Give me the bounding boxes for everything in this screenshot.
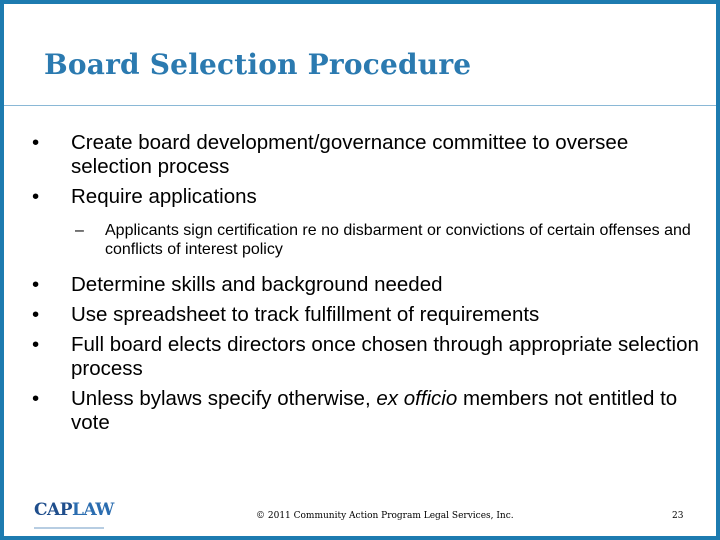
logo-underline: [34, 526, 104, 531]
bullet-text-part: Unless bylaws specify otherwise,: [71, 387, 377, 410]
title-divider: [4, 105, 716, 106]
bullet-dot-icon: •: [32, 273, 40, 296]
bullet-text: Use spreadsheet to track fulfillment of requirements: [71, 303, 540, 326]
logo-text-cap: CAP: [34, 500, 73, 520]
bullet-item: [30, 273, 700, 297]
bullet-dot-icon: •: [32, 131, 40, 154]
bullet-item: [30, 387, 700, 435]
sub-bullet-dash-icon: –: [75, 222, 84, 239]
bullet-text-part: members not entitled to vote: [71, 387, 678, 434]
caplaw-logo: [34, 500, 114, 524]
slide-title: Board Selection Procedure: [44, 48, 472, 81]
bullet-dot-icon: •: [32, 185, 40, 208]
page-number: 23: [672, 511, 684, 521]
bullet-text: Full board elects directors once chosen through appropriate selection process: [71, 333, 699, 380]
bullet-text: Determine skills and background needed: [71, 273, 443, 296]
bullet-dot-icon: •: [32, 333, 40, 356]
bullet-dot-icon: •: [32, 303, 40, 326]
logo-text-law: LAW: [72, 500, 114, 520]
bullet-item: [30, 303, 700, 327]
sub-bullet-text: Applicants sign certification re no disbarment or convictions of certain offenses and conflicts of interest policy: [105, 222, 691, 258]
bullet-text: [71, 387, 677, 434]
bullet-list: [30, 131, 700, 441]
bullet-text-italic: ex officio: [376, 387, 458, 410]
bullet-dot-icon: •: [32, 387, 40, 410]
footer-copyright: © 2011 Community Action Program Legal Services, Inc.: [256, 511, 514, 521]
sub-bullet-item: [30, 221, 700, 259]
bullet-text: Create board development/governance committee to oversee selection process: [71, 131, 629, 178]
bullet-item: [30, 131, 700, 179]
bullet-item: [30, 185, 700, 209]
bullet-item: [30, 333, 700, 381]
bullet-text: Require applications: [71, 185, 257, 208]
